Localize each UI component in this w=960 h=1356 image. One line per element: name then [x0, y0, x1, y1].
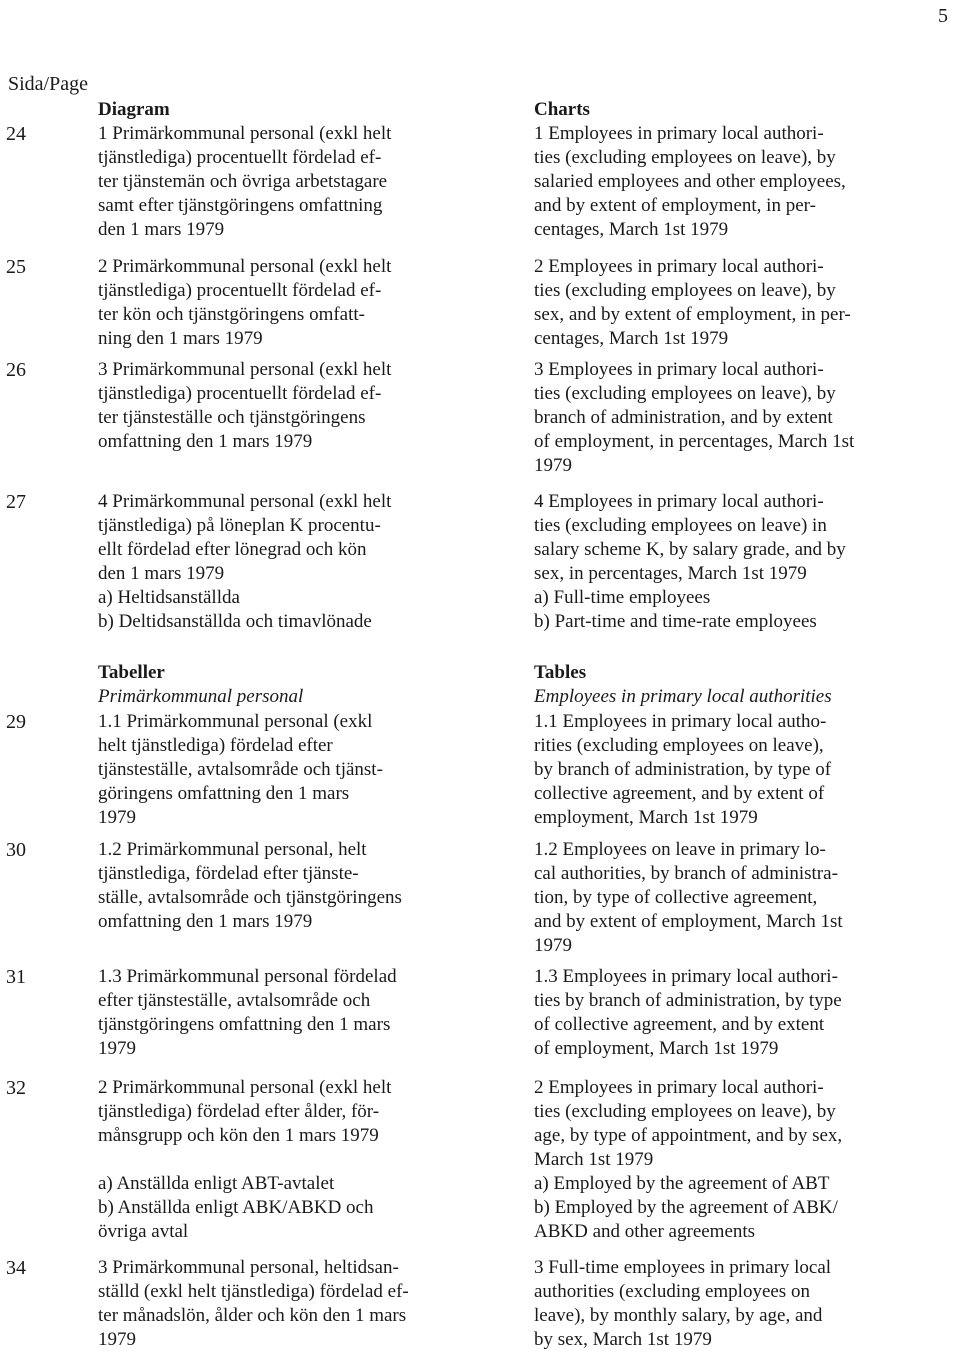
text-line: leave), by monthly salary, by age, and	[534, 1305, 823, 1326]
text-line: 3 Employees in primary local authori-	[534, 359, 824, 380]
text-line: 2 Primärkommunal personal (exkl helt	[98, 256, 392, 277]
text-line: cal authorities, by branch of administra-	[534, 863, 838, 884]
text-line: 1979	[98, 807, 136, 828]
text-line: a) Full-time employees	[534, 587, 711, 608]
text-line: age, by type of appointment, and by sex,	[534, 1125, 843, 1146]
text-line: tion, by type of collective agreement,	[534, 887, 818, 908]
page-ref: 32	[6, 1077, 26, 1099]
text-line: ter tjänstemän och övriga arbetstagare	[98, 171, 388, 192]
text-line: a) Employed by the agreement of ABT	[534, 1173, 830, 1194]
page-ref: 27	[6, 491, 26, 513]
diagram-heading: Diagram	[98, 99, 170, 120]
text-line: ties by branch of administration, by type	[534, 990, 842, 1011]
text-line: 1.3 Primärkommunal personal fördelad	[98, 966, 397, 987]
text-line: samt efter tjänstgöringens omfattning	[98, 195, 383, 216]
text-line: a) Anställda enligt ABT-avtalet	[98, 1173, 335, 1194]
entry-title-sv	[98, 358, 513, 454]
tabeller-heading: Tabeller	[98, 662, 165, 683]
text-line: by sex, March 1st 1979	[534, 1329, 712, 1350]
page-ref: 31	[6, 966, 26, 988]
text-line: helt tjänstlediga) fördelad efter	[98, 735, 333, 756]
text-line	[98, 1148, 513, 1172]
text-line: 4 Primärkommunal personal (exkl helt	[98, 491, 392, 512]
text-line: 1 Employees in primary local authori-	[534, 123, 824, 144]
entry-title-en	[534, 710, 954, 830]
text-line: centages, March 1st 1979	[534, 219, 729, 240]
text-line: 1.1 Primärkommunal personal (exkl	[98, 711, 373, 732]
text-line: 2 Primärkommunal personal (exkl helt	[98, 1077, 392, 1098]
text-line: b) Employed by the agreement of ABK/	[534, 1197, 838, 1218]
text-line: sex, and by extent of employment, in per-	[534, 304, 851, 325]
text-line: den 1 mars 1979	[98, 563, 225, 584]
text-line: of employment, March 1st 1979	[534, 1038, 779, 1059]
text-line: sex, in percentages, March 1st 1979	[534, 563, 807, 584]
text-line: tjänstlediga) på löneplan K procentu-	[98, 515, 381, 536]
text-line: rities (excluding employees on leave),	[534, 735, 824, 756]
text-line: göringens omfattning den 1 mars	[98, 783, 350, 804]
text-line: b) Part-time and time-rate employees	[534, 611, 817, 632]
text-line: ABKD and other agreements	[534, 1221, 756, 1242]
entry-title-sv	[98, 710, 513, 830]
text-line: 1979	[98, 1329, 136, 1350]
text-line: branch of administration, and by extent	[534, 407, 833, 428]
text-line: salaried employees and other employees,	[534, 171, 846, 192]
text-line: 4 Employees in primary local authori-	[534, 491, 824, 512]
text-line: collective agreement, and by extent of	[534, 783, 825, 804]
text-line: ter månadslön, ålder och kön den 1 mars	[98, 1305, 407, 1326]
entry-title-sv	[98, 490, 513, 634]
text-line: ellt fördelad efter lönegrad och kön	[98, 539, 367, 560]
text-line: centages, March 1st 1979	[534, 328, 729, 349]
text-line: tjänstlediga, fördelad efter tjänste-	[98, 863, 359, 884]
text-line: 1979	[534, 455, 572, 476]
text-line: a) Heltidsanställda	[98, 587, 240, 608]
text-line: 1979	[534, 935, 572, 956]
text-line: salary scheme K, by salary grade, and by	[534, 539, 846, 560]
page-ref: 25	[6, 256, 26, 278]
text-line: 1.1 Employees in primary local autho-	[534, 711, 827, 732]
page-ref: 30	[6, 839, 26, 861]
text-line: ties (excluding employees on leave), by	[534, 280, 836, 301]
entry-title-sv	[98, 1256, 513, 1352]
text-line: b) Anställda enligt ABK/ABKD och	[98, 1197, 374, 1218]
entry-title-en	[534, 358, 954, 478]
page-ref: 24	[6, 123, 26, 145]
text-line: omfattning den 1 mars 1979	[98, 911, 313, 932]
text-line: tjänstlediga) fördelad efter ålder, för-	[98, 1101, 380, 1122]
text-line: employment, March 1st 1979	[534, 807, 758, 828]
text-line: 1979	[98, 1038, 136, 1059]
text-line: tjänstlediga) procentuellt fördelad ef-	[98, 280, 382, 301]
text-line: by branch of administration, by type of	[534, 759, 832, 780]
text-line: March 1st 1979	[534, 1149, 654, 1170]
tables-heading: Tables	[534, 662, 587, 683]
text-line: tjänstgöringens omfattning den 1 mars	[98, 1014, 391, 1035]
text-line: and by extent of employment, in per-	[534, 195, 816, 216]
text-line: b) Deltidsanställda och timavlönade	[98, 611, 372, 632]
text-line: tjänstlediga) procentuellt fördelad ef-	[98, 147, 382, 168]
text-line: 3 Full-time employees in primary local	[534, 1257, 832, 1278]
charts-heading: Charts	[534, 99, 590, 120]
entry-title-en	[534, 255, 954, 351]
text-line: omfattning den 1 mars 1979	[98, 431, 313, 452]
text-line: ties (excluding employees on leave), by	[534, 1101, 836, 1122]
text-line: ties (excluding employees on leave), by	[534, 383, 836, 404]
entry-title-en	[534, 965, 954, 1061]
text-line: ställd (exkl helt tjänstlediga) fördelad ef-	[98, 1281, 409, 1302]
text-line: ties (excluding employees on leave) in	[534, 515, 827, 536]
entry-title-sv	[98, 122, 513, 242]
text-line: månsgrupp och kön den 1 mars 1979	[98, 1125, 379, 1146]
page-ref: 34	[6, 1257, 26, 1279]
text-line: ties (excluding employees on leave), by	[534, 147, 836, 168]
text-line: ställe, avtalsområde och tjänstgöringens	[98, 887, 402, 908]
text-line: 2 Employees in primary local authori-	[534, 256, 824, 277]
entry-title-en	[534, 1076, 954, 1244]
text-line: 3 Primärkommunal personal (exkl helt	[98, 359, 392, 380]
text-line: den 1 mars 1979	[98, 219, 225, 240]
entry-title-sv	[98, 255, 513, 351]
entry-title-en	[534, 490, 954, 634]
entry-title-sv	[98, 965, 513, 1061]
text-line: 1 Primärkommunal personal (exkl helt	[98, 123, 392, 144]
page-number: 5	[938, 5, 948, 27]
text-line: tjänsteställe, avtalsområde och tjänst-	[98, 759, 383, 780]
text-line: of collective agreement, and by extent	[534, 1014, 825, 1035]
entry-title-en	[534, 122, 954, 242]
page-column-header: Sida/Page	[8, 73, 88, 95]
entry-title-en	[534, 838, 954, 958]
text-line: ter tjänsteställe och tjänstgöringens	[98, 407, 366, 428]
text-line: of employment, in percentages, March 1st	[534, 431, 855, 452]
tables-subheading-en: Employees in primary local authorities	[534, 686, 832, 707]
text-line: ning den 1 mars 1979	[98, 328, 263, 349]
page-ref: 29	[6, 711, 26, 733]
page-ref: 26	[6, 359, 26, 381]
text-line: övriga avtal	[98, 1221, 189, 1242]
text-line: tjänstlediga) procentuellt fördelad ef-	[98, 383, 382, 404]
text-line: authorities (excluding employees on	[534, 1281, 810, 1302]
text-line: 1.2 Employees on leave in primary lo-	[534, 839, 826, 860]
tables-subheading-sv: Primärkommunal personal	[98, 686, 304, 707]
entry-title-sv	[98, 838, 513, 934]
entry-title-en	[534, 1256, 954, 1352]
text-line: efter tjänsteställe, avtalsområde och	[98, 990, 371, 1011]
text-line: ter kön och tjänstgöringens omfatt-	[98, 304, 365, 325]
entry-title-sv	[98, 1076, 513, 1244]
text-line: 1.2 Primärkommunal personal, helt	[98, 839, 367, 860]
text-line: 2 Employees in primary local authori-	[534, 1077, 824, 1098]
text-line: and by extent of employment, March 1st	[534, 911, 843, 932]
text-line: 3 Primärkommunal personal, heltidsan-	[98, 1257, 399, 1278]
text-line: 1.3 Employees in primary local authori-	[534, 966, 838, 987]
